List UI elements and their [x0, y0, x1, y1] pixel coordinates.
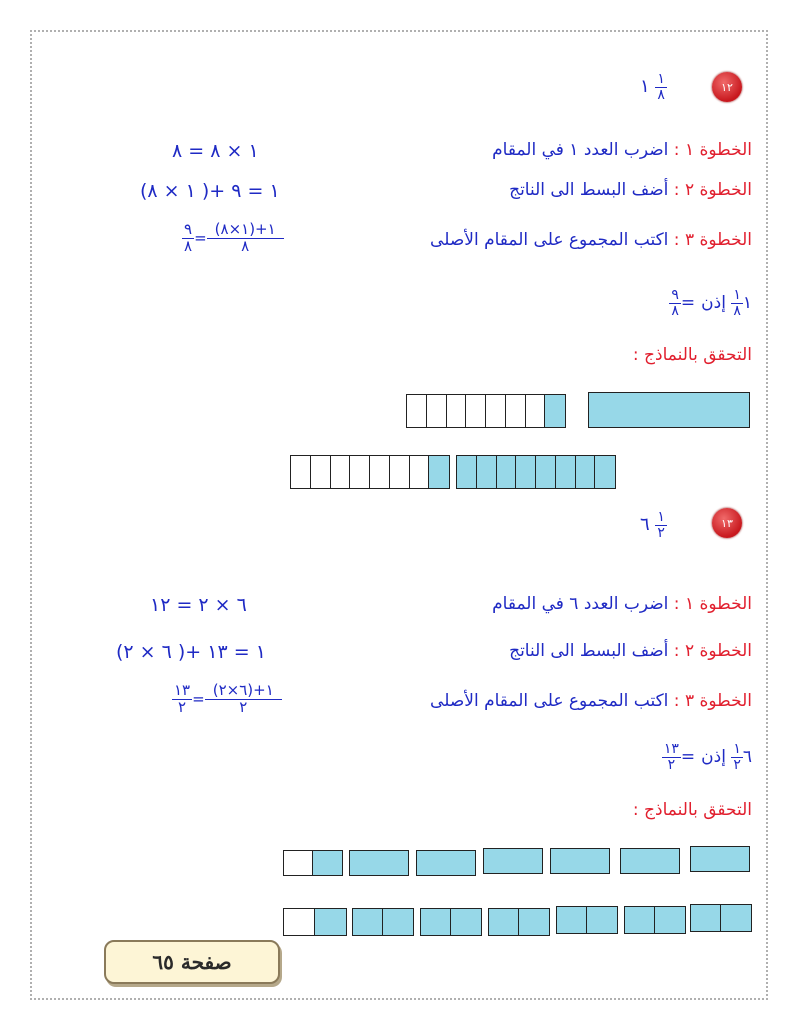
- denominator: ٨: [657, 86, 665, 103]
- step3-text: اكتب المجموع على المقام الأصلى: [430, 691, 674, 711]
- result-fraction: [182, 222, 194, 255]
- verify-label: التحقق بالنماذج :: [632, 345, 752, 365]
- numerator: (١×٨)+١: [207, 222, 284, 239]
- result-fraction: [172, 683, 192, 716]
- model-cell-filled: [313, 851, 342, 875]
- step3-line: [430, 230, 752, 250]
- page-number-label: [104, 940, 280, 984]
- problem-number: ١٣: [721, 516, 733, 530]
- then-whole: ١: [742, 293, 752, 314]
- mixed-number: [640, 510, 667, 540]
- model-cell: [291, 456, 311, 488]
- numerator: ٩: [184, 220, 193, 238]
- model-cell-filled: [477, 456, 497, 488]
- equals-sign: =: [194, 228, 207, 247]
- model-cell-filled: [691, 905, 721, 931]
- model-cell-filled: [655, 907, 685, 933]
- step2-line: [509, 180, 752, 200]
- step2-equation: (٦ × ٢ )+ ١ = ١٣: [116, 641, 266, 663]
- model-cell: [350, 456, 370, 488]
- model-cell-filled: [383, 909, 413, 935]
- model-cell-filled: [489, 909, 519, 935]
- model-cell: [284, 909, 315, 935]
- model-eighths-remainder: [290, 455, 450, 489]
- step2-label: الخطوة ٢ :: [673, 641, 752, 661]
- model-cell: [331, 456, 351, 488]
- step2-text: أضف البسط الى الناتج: [509, 641, 674, 661]
- expression-fraction: [207, 222, 284, 255]
- then-result: [662, 742, 681, 772]
- model-cell: [390, 456, 410, 488]
- denominator: ٨: [733, 302, 741, 319]
- model-halves: [488, 908, 550, 936]
- denominator: ٢: [239, 697, 248, 716]
- denominator: ٨: [671, 302, 679, 319]
- step2-line: [509, 641, 752, 661]
- step1-line: [492, 140, 752, 160]
- model-halves: [624, 906, 686, 934]
- model-eighths-whole: [456, 455, 616, 489]
- step2-equation: (١ × ٨ )+ ١ = ٩: [140, 180, 280, 202]
- step3-label: الخطوة ٣ :: [673, 691, 752, 711]
- model-cell: [284, 851, 313, 875]
- step3-label: الخطوة ٣ :: [673, 230, 752, 250]
- equals-sign: =: [680, 747, 696, 768]
- numerator: ٩: [671, 287, 679, 303]
- model-whole: [483, 848, 543, 874]
- model-whole: [588, 392, 750, 428]
- problem-number-badge: [712, 508, 742, 538]
- model-cell-filled: [556, 456, 576, 488]
- model-cell-filled: [536, 456, 556, 488]
- mixed-whole: ١: [640, 76, 650, 98]
- expression-fraction: [205, 683, 282, 716]
- model-cell-filled: [545, 395, 565, 427]
- model-cell-filled: [315, 909, 346, 935]
- problem-number-badge: [712, 72, 742, 102]
- numerator: ١: [733, 741, 741, 757]
- model-cell: [506, 395, 526, 427]
- page-number-text: صفحة ٦٥: [152, 950, 232, 974]
- model-cell-filled: [721, 905, 751, 931]
- model-cell: [466, 395, 486, 427]
- step3-line: [430, 691, 752, 711]
- step1-text: اضرب العدد ١ في المقام: [492, 140, 674, 160]
- model-cell: [370, 456, 390, 488]
- model-halves: [556, 906, 618, 934]
- model-cell-filled: [625, 907, 655, 933]
- numerator: ١: [733, 287, 741, 303]
- model-cell-filled: [451, 909, 481, 935]
- problem-number: ١٢: [721, 80, 733, 94]
- model-cell: [311, 456, 331, 488]
- step1-equation: ١ × ٨ = ٨: [172, 140, 259, 162]
- verify-label: التحقق بالنماذج :: [632, 800, 752, 820]
- step1-line: [492, 594, 752, 614]
- numerator: ١: [657, 71, 665, 87]
- model-cell: [407, 395, 427, 427]
- model-halves: [690, 904, 752, 932]
- model-whole: [620, 848, 680, 874]
- numerator: ١: [657, 509, 665, 525]
- equals-sign: =: [192, 689, 205, 708]
- model-whole: [416, 850, 476, 876]
- numerator: ١٣: [174, 681, 191, 699]
- numerator: (٦×٢)+١: [205, 683, 282, 700]
- model-cell: [410, 456, 430, 488]
- step3-equation: [182, 222, 284, 255]
- step1-text: اضرب العدد ٦ في المقام: [492, 594, 674, 614]
- denominator: ٢: [178, 697, 187, 716]
- model-whole: [550, 848, 610, 874]
- step3-equation: [172, 683, 282, 716]
- mixed-fraction: [655, 510, 667, 540]
- model-cell-filled: [429, 456, 449, 488]
- model-whole: [349, 850, 409, 876]
- model-half-bar: [283, 850, 343, 876]
- step1-label: الخطوة ١ :: [673, 140, 752, 160]
- step1-label: الخطوة ١ :: [673, 594, 752, 614]
- model-halves: [283, 908, 347, 936]
- then-fraction: [731, 288, 743, 318]
- denominator: ٢: [733, 756, 741, 773]
- model-cell-filled: [595, 456, 615, 488]
- model-halves: [352, 908, 414, 936]
- model-cell: [486, 395, 506, 427]
- model-cell-filled: [557, 907, 587, 933]
- model-cell: [526, 395, 546, 427]
- model-cell-filled: [519, 909, 549, 935]
- numerator: ١٣: [663, 741, 679, 757]
- then-line: [669, 288, 752, 318]
- model-cell-filled: [457, 456, 477, 488]
- model-halves: [420, 908, 482, 936]
- model-cell: [447, 395, 467, 427]
- step2-label: الخطوة ٢ :: [673, 180, 752, 200]
- denominator: ٨: [184, 236, 193, 255]
- mixed-number: [640, 72, 667, 102]
- then-label: إذن: [701, 293, 726, 314]
- mixed-fraction: [655, 72, 667, 102]
- model-cell-filled: [516, 456, 536, 488]
- step2-text: أضف البسط الى الناتج: [509, 180, 674, 200]
- step3-text: اكتب المجموع على المقام الأصلى: [430, 230, 674, 250]
- model-cell: [427, 395, 447, 427]
- then-whole: ٦: [742, 747, 752, 768]
- then-result: [669, 288, 681, 318]
- mixed-whole: ٦: [640, 514, 650, 536]
- then-label: إذن: [701, 747, 726, 768]
- model-cell-filled: [497, 456, 517, 488]
- model-whole: [690, 846, 750, 872]
- model-eighths: [406, 394, 566, 428]
- denominator: ٨: [241, 236, 250, 255]
- model-cell-filled: [576, 456, 596, 488]
- then-fraction: [731, 742, 743, 772]
- step1-equation: ٦ × ٢ = ١٢: [150, 594, 247, 616]
- then-line: [662, 742, 752, 772]
- denominator: ٢: [657, 524, 665, 541]
- equals-sign: =: [680, 293, 696, 314]
- denominator: ٢: [667, 756, 676, 773]
- model-cell-filled: [587, 907, 617, 933]
- model-cell-filled: [421, 909, 451, 935]
- model-cell-filled: [353, 909, 383, 935]
